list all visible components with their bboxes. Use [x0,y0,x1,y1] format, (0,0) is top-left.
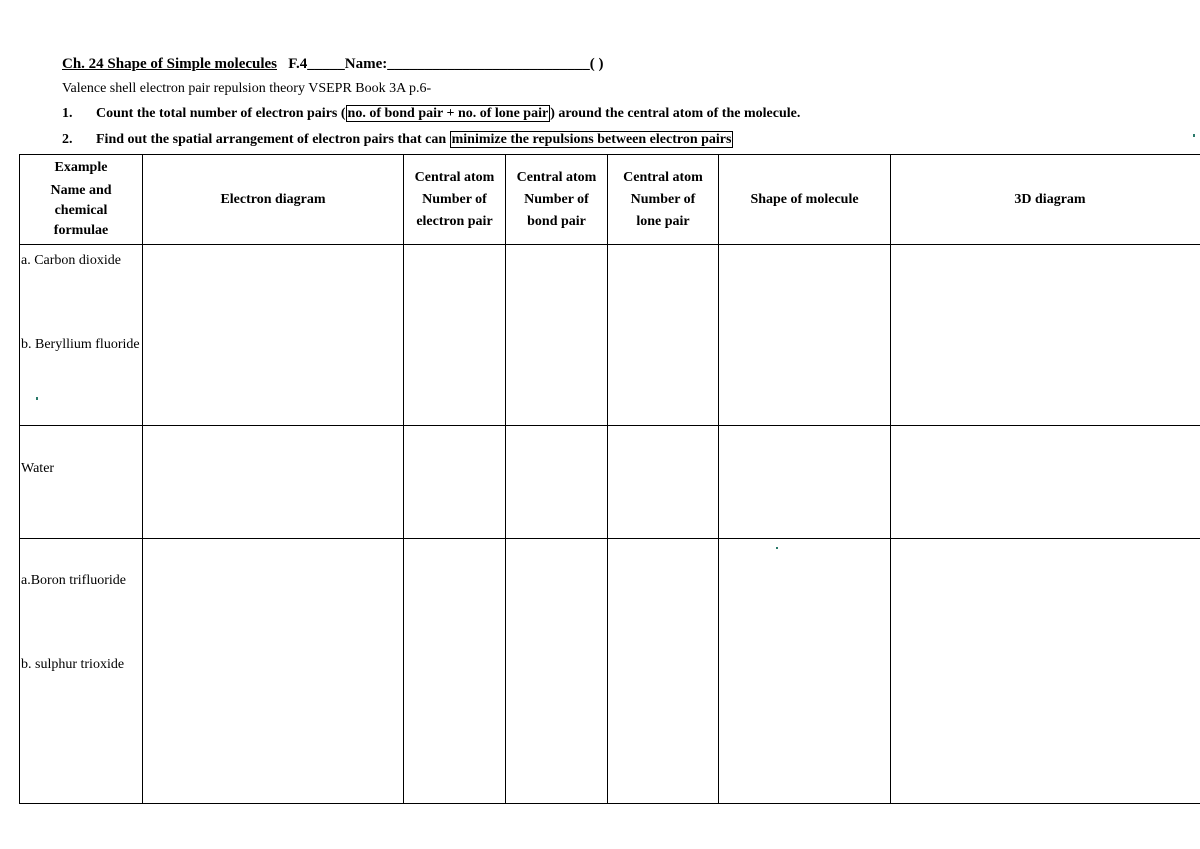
header-electron-pairs [404,155,506,245]
example-label: a. Carbon dioxide [21,253,121,268]
lone-pairs-cell[interactable] [608,426,719,539]
example-cell [20,426,143,539]
table-row [20,426,1200,539]
header-electron-pairs-label: Number of electron pair [416,191,493,229]
example-label: Water [21,461,55,476]
step-1 [62,106,800,122]
example-label: b. Beryllium fluoride [21,337,140,352]
worksheet-title [62,56,604,73]
header-lone-pairs [608,155,719,245]
header-example-subtitle: Name and chemical formulae [50,183,112,238]
header-central-atom-label: Central atom [414,169,495,185]
step-1-number: 1. [62,106,73,121]
step-1-text-before: Count the total number of electron pairs ( [96,106,346,121]
diagram-3d-cell[interactable] [891,426,1200,539]
step-1-text-after: ) around the central atom of the molecule. [550,106,801,121]
step-1-boxed-text: no. of bond pair + no. of lone pair [347,106,549,121]
table-row [20,245,1200,426]
header-central-atom-label: Central atom [516,169,597,185]
shape-cell[interactable] [719,426,891,539]
example-label: b. sulphur trioxide [21,657,125,672]
diagram-3d-cell[interactable] [891,539,1200,804]
lone-pairs-cell[interactable] [608,539,719,804]
step-2-number: 2. [62,132,73,147]
step-2-boxed-text: minimize the repulsions between electron pairs [451,132,732,147]
electron-pairs-cell[interactable] [404,426,506,539]
example-cell [20,245,143,426]
header-bond-pairs [506,155,608,245]
example-label: a.Boron trifluoride [21,573,126,588]
chapter-title: Ch. 24 Shape of Simple molecules [62,56,278,72]
step-2 [62,132,733,148]
bond-pairs-cell[interactable] [506,245,608,426]
shape-cell[interactable] [719,245,891,426]
header-electron-diagram: Electron diagram [143,155,404,245]
header-3d-diagram: 3D diagram [891,155,1200,245]
electron-pairs-cell[interactable] [404,539,506,804]
table-row [20,539,1200,804]
header-row [20,155,1200,245]
bond-pairs-cell[interactable] [506,539,608,804]
vsepr-table [19,154,1200,804]
electron-diagram-cell[interactable] [143,245,404,426]
example-cell [20,539,143,804]
header-example-title: Example [54,160,108,175]
diagram-3d-cell[interactable] [891,245,1200,426]
header-lone-pairs-label: Number of lone pair [630,191,696,229]
bond-pairs-cell[interactable] [506,426,608,539]
header-shape: Shape of molecule [719,155,891,245]
electron-pairs-cell[interactable] [404,245,506,426]
stray-mark [1193,134,1195,137]
header-bond-pairs-label: Number of bond pair [524,191,589,229]
electron-diagram-cell[interactable] [143,539,404,804]
header-example [20,155,143,245]
electron-diagram-cell[interactable] [143,426,404,539]
name-line: F.4_____Name:___________________________( ) [288,56,604,72]
header-central-atom-label: Central atom [623,169,703,185]
subtitle: Valence shell electron pair repulsion theory VSEPR Book 3A p.6- [62,81,432,96]
shape-cell[interactable] [719,539,891,804]
lone-pairs-cell[interactable] [608,245,719,426]
step-2-text-before: Find out the spatial arrangement of electron pairs that can [96,132,450,147]
